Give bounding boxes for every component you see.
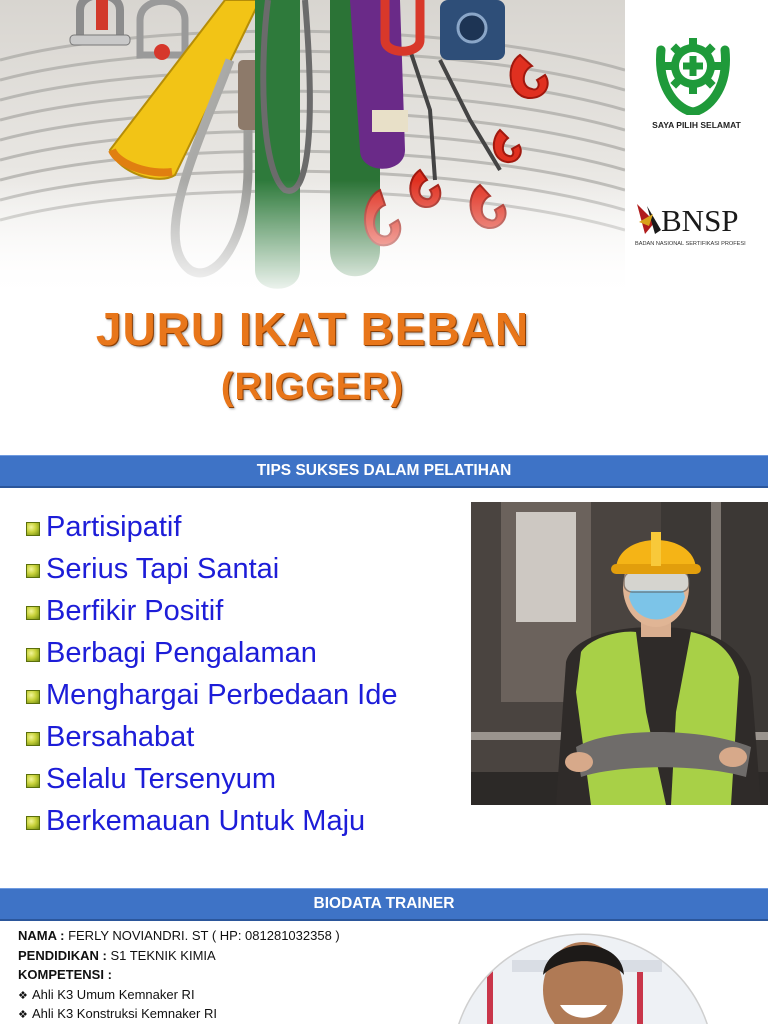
nama-row: [18, 926, 340, 946]
rigging-equipment-image: [0, 0, 625, 300]
list-item: [26, 800, 397, 842]
diamond-bullet-icon: ❖: [18, 989, 28, 1002]
tip-text: Bersahabat: [46, 720, 195, 753]
trainer-photo: [452, 930, 714, 1024]
main-subtitle: (RIGGER): [220, 366, 405, 408]
pendidikan-row: [18, 946, 340, 966]
bullet-icon: [26, 522, 40, 536]
tip-text: Berfikir Positif: [46, 594, 224, 627]
tip-text: Menghargai Perbedaan Ide: [46, 678, 398, 711]
k3-safety-logo: [653, 30, 733, 115]
bnsp-fullname: BADAN NASIONAL SERTIFIKASI PROFESI: [635, 241, 746, 247]
worker-photo: [471, 502, 768, 805]
pendidikan-label: PENDIDIKAN :: [18, 947, 107, 963]
bnsp-name: BNSP: [661, 203, 739, 238]
list-item: [26, 674, 397, 716]
tips-list: [26, 506, 397, 842]
tip-text: Partisipatif: [46, 510, 182, 543]
list-item: [26, 632, 397, 674]
biodata-heading-bar: BIODATA TRAINER: [0, 888, 768, 921]
list-item: [18, 1004, 340, 1024]
list-item: [18, 985, 340, 1005]
worker-illustration: [471, 502, 768, 805]
list-item: [26, 548, 397, 590]
bullet-icon: [26, 774, 40, 788]
tip-text: Berkemauan Untuk Maju: [46, 804, 366, 837]
trainer-portrait: [452, 930, 714, 1024]
kompetensi-item: Ahli K3 Konstruksi Kemnaker RI: [32, 1006, 217, 1021]
kompetensi-label: KOMPETENSI :: [18, 967, 112, 982]
bullet-icon: [26, 648, 40, 662]
tips-heading-bar: TIPS SUKSES DALAM PELATIHAN: [0, 455, 768, 488]
list-item: [26, 590, 397, 632]
tip-text: Selalu Tersenyum: [46, 762, 276, 795]
tip-text: Berbagi Pengalaman: [46, 636, 317, 669]
pendidikan-value: S1 TEKNIK KIMIA: [106, 947, 216, 963]
bullet-icon: [26, 732, 40, 746]
diamond-bullet-icon: ❖: [18, 1009, 28, 1021]
trainer-biodata: [18, 926, 340, 1024]
main-title: JURU IKAT BEBAN: [95, 303, 530, 355]
kompetensi-item: Ahli K3 Umum Kemnaker RI: [32, 986, 195, 1002]
tip-text: Serius Tapi Santai: [46, 552, 280, 585]
kompetensi-row: [18, 965, 340, 985]
bullet-icon: [26, 564, 40, 578]
bullet-icon: [26, 690, 40, 704]
nama-label: NAMA :: [18, 928, 65, 943]
k3-caption: SAYA PILIH SELAMAT: [652, 120, 741, 130]
list-item: [26, 758, 397, 800]
logos-panel: [625, 0, 768, 290]
bullet-icon: [26, 816, 40, 830]
nama-value: FERLY NOVIANDRI. ST ( HP: 081281032358 ): [64, 928, 340, 943]
rigging-illustration: [0, 0, 625, 300]
list-item: [26, 506, 397, 548]
bullet-icon: [26, 606, 40, 620]
list-item: [26, 716, 397, 758]
